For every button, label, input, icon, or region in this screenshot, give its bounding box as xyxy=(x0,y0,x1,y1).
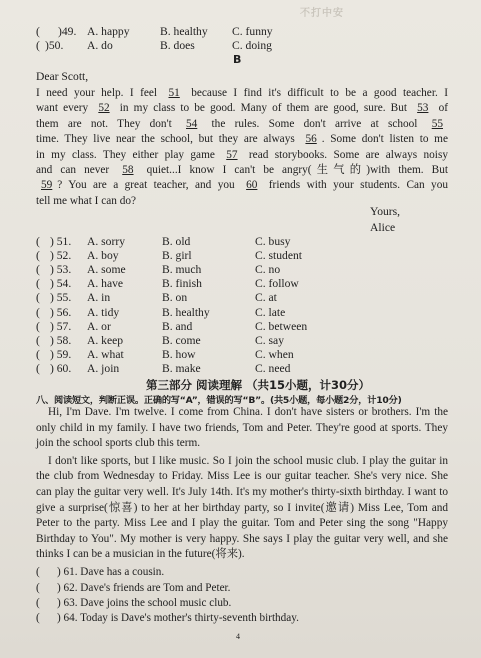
option-c: C. at xyxy=(255,291,277,305)
option-a: A. keep xyxy=(87,333,124,347)
option-c: C. busy xyxy=(255,235,291,248)
question-text: ) 64. Today is Dave's mother's thirty-seventh birthday. xyxy=(57,612,299,624)
reading-passage xyxy=(36,405,448,563)
question-text: ) 62. Dave's friends are Tom and Peter. xyxy=(57,582,231,594)
letter-greeting: Dear Scott, xyxy=(36,70,89,83)
option-paren: ( xyxy=(36,249,40,263)
option-c: C. when xyxy=(255,347,294,361)
option-c: C. student xyxy=(255,249,303,263)
option-number: )50. xyxy=(45,39,64,52)
passage-paragraph: I don't like sports, but I like music. So I join the school music club. I play the guitar in the club from Wednesday to Friday. Miss Lee is our guitar teacher. She's very nice. She can play the guitar very well. It's July 14th. It's my mother's thirty-sixth birthday. I want to give a surprise(惊喜) to her at her birthday party, so I invite(邀请) Miss Lee, Tom and Peter to the party. Miss Lee and I play the guitar. Tom and Peter sing the song "Happy Birthday to You". My mother is very happy. She says I play the guitar very well, and she thinks I can be a musician in the future(将来). xyxy=(36,454,448,561)
letter-signature: Alice xyxy=(370,221,396,234)
option-number: )49. xyxy=(58,25,77,38)
option-a: A. happy xyxy=(87,25,130,38)
option-c: C. doing xyxy=(232,39,272,52)
letter-text: want every xyxy=(36,102,94,115)
option-b: B. does xyxy=(160,39,195,52)
letter-body xyxy=(36,86,448,209)
option-c: C. funny xyxy=(232,25,273,38)
letter-blank: 52 xyxy=(98,102,110,115)
option-b: B. healthy xyxy=(160,25,208,38)
letter-line xyxy=(36,86,448,101)
letter-line xyxy=(36,132,448,147)
letter-text: friends with your students. Can you xyxy=(262,179,448,192)
option-b: B. girl xyxy=(162,249,192,263)
option-b: B. finish xyxy=(162,277,202,291)
option-number: ) 52. xyxy=(50,249,72,263)
option-c: C. follow xyxy=(255,277,299,291)
option-b: B. how xyxy=(162,347,196,361)
question-text: ) 61. Dave has a cousin. xyxy=(57,566,165,578)
option-number: ) 60. xyxy=(50,361,72,375)
letter-line xyxy=(36,117,448,132)
letter-blank: 57 xyxy=(226,148,238,161)
letter-blank: 55 xyxy=(431,117,443,130)
letter-blank: 60 xyxy=(246,179,258,192)
letter-text: in my class to be good. Many of them are good, sure. But xyxy=(114,102,413,115)
letter-text: time. They live near the school, but they are always xyxy=(36,133,301,146)
option-b: B. old xyxy=(162,235,191,248)
letter-text: because I find it's difficult to be a good teacher. I xyxy=(184,87,448,99)
question-paren: ( xyxy=(36,597,40,609)
option-c: C. between xyxy=(255,319,308,333)
part-three-title: 第三部分 阅读理解 （共15小题，计30分） xyxy=(146,378,371,392)
option-number: ) 57. xyxy=(50,319,72,333)
letter-blank: 54 xyxy=(186,117,198,130)
question-text: ) 63. Dave joins the school music club. xyxy=(57,597,232,609)
letter-text: ? You are a great teacher, and you xyxy=(57,179,242,192)
letter-blank: 51 xyxy=(168,87,180,99)
letter-text: them are not. They don't xyxy=(36,117,181,130)
option-paren: ( xyxy=(36,305,40,319)
option-a: A. boy xyxy=(87,249,119,263)
option-paren: ( xyxy=(36,235,40,248)
letter-blank: 56 xyxy=(305,133,317,146)
option-a: A. do xyxy=(87,39,113,52)
option-a: A. have xyxy=(87,277,124,291)
option-b: B. come xyxy=(162,333,201,347)
option-b: B. much xyxy=(162,263,202,277)
option-c: C. say xyxy=(255,333,284,347)
option-number: ) 55. xyxy=(50,291,72,305)
option-a: A. sorry xyxy=(87,235,125,248)
option-paren: ( xyxy=(36,263,40,277)
page-number: 4 xyxy=(236,632,240,641)
option-number: ) 51. xyxy=(50,235,72,248)
letter-text: tell me what I can do? xyxy=(36,194,137,207)
option-paren: ( xyxy=(36,291,40,305)
option-number: ) 54. xyxy=(50,277,72,291)
letter-text: read storybooks. Some are always noisy xyxy=(242,148,448,161)
question-paren: ( xyxy=(36,582,40,594)
option-b: B. make xyxy=(162,361,201,375)
option-number: ) 59. xyxy=(50,347,72,361)
letter-text: of xyxy=(433,102,448,115)
option-c: C. late xyxy=(255,305,286,319)
option-c: C. no xyxy=(255,263,281,277)
section-b-label: B xyxy=(233,53,242,66)
option-a: A. join xyxy=(87,361,120,375)
option-paren: ( xyxy=(36,25,40,38)
option-paren: ( xyxy=(36,347,40,361)
option-b: B. on xyxy=(162,291,188,305)
option-number: ) 58. xyxy=(50,333,72,347)
letter-text: and can never xyxy=(36,164,118,177)
letter-text: I need your help. I feel xyxy=(36,87,164,99)
option-b: B. healthy xyxy=(162,305,210,319)
question-paren: ( xyxy=(36,566,40,578)
option-a: A. what xyxy=(87,347,124,361)
section-eight-instruction: 八、阅读短文，判断正误。正确的写“A”，错误的写“B”。(共5小题，每小题2分，计10分) xyxy=(36,395,402,406)
letter-text: the rules. Some don't arrive at school xyxy=(202,117,427,130)
question-paren: ( xyxy=(36,612,40,624)
option-paren: ( xyxy=(36,277,40,291)
option-a: A. some xyxy=(87,263,126,277)
option-number: ) 56. xyxy=(50,305,72,319)
option-paren: ( xyxy=(36,333,40,347)
option-paren: ( xyxy=(36,39,40,52)
option-a: A. or xyxy=(87,319,111,333)
letter-line xyxy=(36,163,448,178)
option-paren: ( xyxy=(36,361,40,375)
letter-blank: 53 xyxy=(417,102,429,115)
letter-line xyxy=(36,178,448,193)
letter-text: quiet...I know I can't be angry(生气的)with them. But xyxy=(138,164,448,177)
letter-closing: Yours, xyxy=(370,205,401,218)
letter-text: . Some don't listen to me xyxy=(321,133,448,146)
option-number: ) 53. xyxy=(50,263,72,277)
bleed-through-text: 不打中安 xyxy=(300,8,344,19)
option-b: B. and xyxy=(162,319,193,333)
letter-line xyxy=(36,101,448,116)
letter-line xyxy=(36,148,448,163)
passage-paragraph: Hi, I'm Dave. I'm twelve. I come from China. I don't have sisters or brothers. I'm the only child in my family. I have two friends, Tom and Peter. They're good at sports. They join the school sports club this term. xyxy=(36,406,448,450)
option-paren: ( xyxy=(36,319,40,333)
option-a: A. in xyxy=(87,291,111,305)
option-c: C. need xyxy=(255,361,291,375)
option-a: A. tidy xyxy=(87,305,120,319)
letter-blank: 59 xyxy=(41,179,53,192)
letter-text: in my class. They either play game xyxy=(36,148,222,161)
letter-blank: 58 xyxy=(122,164,134,177)
